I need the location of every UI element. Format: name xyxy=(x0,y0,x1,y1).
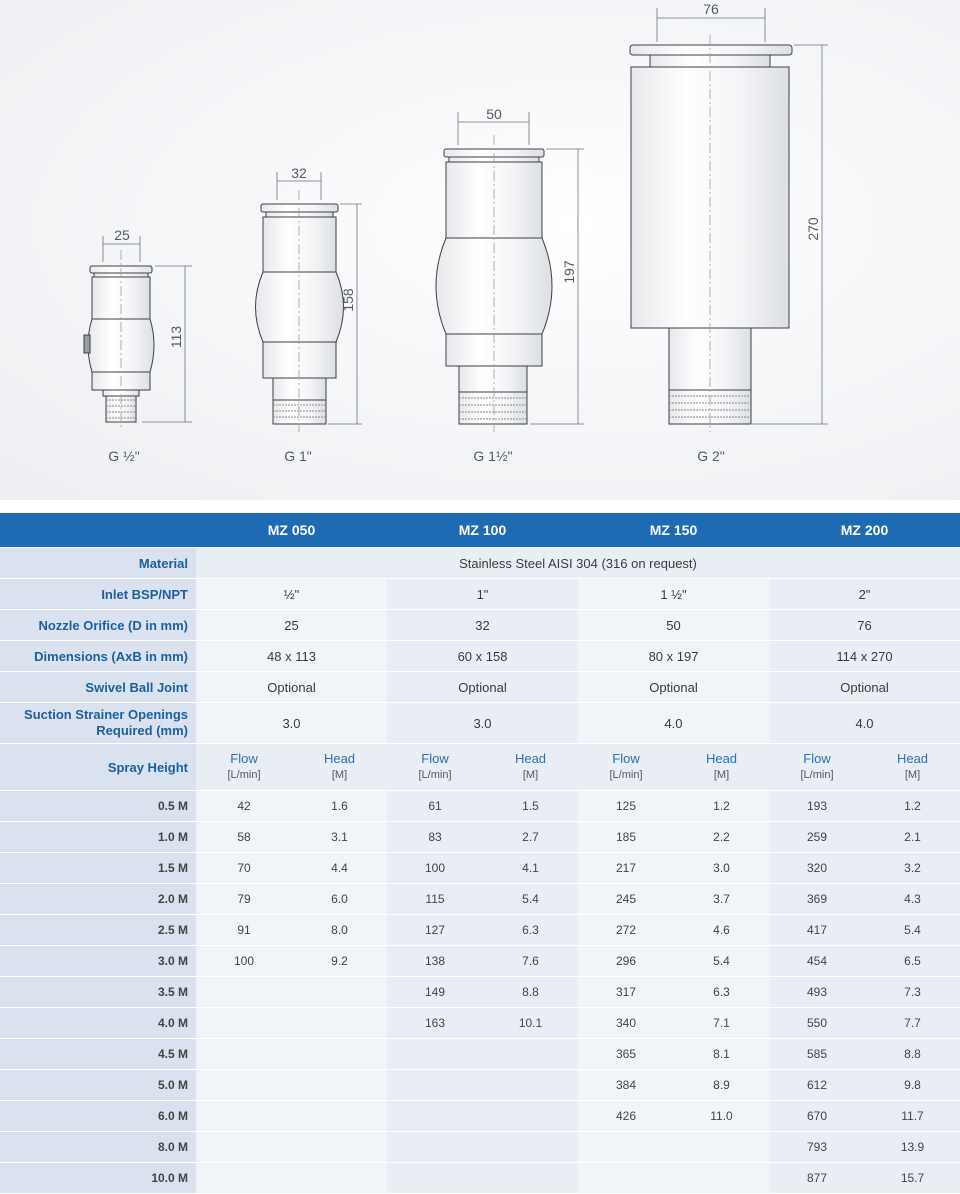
flow-cell: 245 xyxy=(578,884,674,915)
flow-cell: 61 xyxy=(387,791,483,822)
flow-cell: 793 xyxy=(769,1132,865,1163)
flow-cell: 100 xyxy=(387,853,483,884)
width-dim-3: 50 xyxy=(486,106,502,122)
flow-cell xyxy=(196,1039,292,1070)
thread-label-3: G 1½" xyxy=(473,448,513,464)
flow-cell xyxy=(196,1163,292,1194)
width-dim-4: 76 xyxy=(703,1,719,17)
flow-cell xyxy=(578,1163,674,1194)
flow-cell: 369 xyxy=(769,884,865,915)
cell: Optional xyxy=(578,672,769,703)
head-cell: 8.9 xyxy=(674,1070,769,1101)
head-cell: 4.3 xyxy=(865,884,960,915)
thread-label-1: G ½" xyxy=(108,448,140,464)
spray-height-label: 2.5 M xyxy=(0,915,196,946)
row-label: Nozzle Orifice (D in mm) xyxy=(0,610,196,641)
spray-height-label: 3.5 M xyxy=(0,977,196,1008)
head-cell: 4.4 xyxy=(292,853,387,884)
spray-height-label: 3.0 M xyxy=(0,946,196,977)
thread-label-4: G 2" xyxy=(697,448,725,464)
row-label: Dimensions (AxB in mm) xyxy=(0,641,196,672)
row-label: Material xyxy=(0,548,196,579)
head-cell: 11.0 xyxy=(674,1101,769,1132)
head-cell: 1.2 xyxy=(865,791,960,822)
flow-cell: 138 xyxy=(387,946,483,977)
flow-cell: 83 xyxy=(387,822,483,853)
head-cell: 9.2 xyxy=(292,946,387,977)
flow-cell: 550 xyxy=(769,1008,865,1039)
flow-cell: 217 xyxy=(578,853,674,884)
model-header-row xyxy=(0,513,960,548)
head-cell: 5.4 xyxy=(674,946,769,977)
head-cell: 6.3 xyxy=(483,915,578,946)
row-label-line1: Suction Strainer Openings xyxy=(24,707,188,722)
width-dim-2: 32 xyxy=(291,165,307,181)
flow-cell: 670 xyxy=(769,1101,865,1132)
table-row xyxy=(0,1132,960,1163)
head-cell: 6.3 xyxy=(674,977,769,1008)
head-cell: 7.6 xyxy=(483,946,578,977)
cell: 3.0 xyxy=(387,703,578,744)
head-cell: 1.6 xyxy=(292,791,387,822)
row-label xyxy=(0,703,196,744)
material-row xyxy=(0,548,960,579)
swivel-row xyxy=(0,672,960,703)
header-corner xyxy=(0,513,196,548)
cell: 1 ½" xyxy=(578,579,769,610)
thread-label-2: G 1" xyxy=(284,448,312,464)
head-cell: 7.3 xyxy=(865,977,960,1008)
flow-header: Flow [L/min] xyxy=(769,744,865,791)
cell: 4.0 xyxy=(769,703,960,744)
head-header: Head [M] xyxy=(483,744,578,791)
flow-cell: 384 xyxy=(578,1070,674,1101)
head-cell: 6.0 xyxy=(292,884,387,915)
flow-cell: 317 xyxy=(578,977,674,1008)
cell: 3.0 xyxy=(196,703,387,744)
cell: 60 x 158 xyxy=(387,641,578,672)
head-cell xyxy=(674,1132,769,1163)
table-row xyxy=(0,791,960,822)
flow-cell xyxy=(196,1101,292,1132)
flow-cell: 79 xyxy=(196,884,292,915)
head-cell xyxy=(292,1039,387,1070)
flow-cell xyxy=(387,1163,483,1194)
orifice-row xyxy=(0,610,960,641)
head-cell: 1.5 xyxy=(483,791,578,822)
flow-header: Flow [L/min] xyxy=(387,744,483,791)
head-cell: 3.7 xyxy=(674,884,769,915)
head-cell: 8.0 xyxy=(292,915,387,946)
spray-height-label: 5.0 M xyxy=(0,1070,196,1101)
cell: 48 x 113 xyxy=(196,641,387,672)
cell: ½" xyxy=(196,579,387,610)
row-label: Inlet BSP/NPT xyxy=(0,579,196,610)
flow-cell xyxy=(387,1039,483,1070)
head-header: Head [M] xyxy=(292,744,387,791)
flow-cell: 42 xyxy=(196,791,292,822)
nozzle-mz100 xyxy=(256,204,344,424)
height-dim-2: 158 xyxy=(340,288,356,312)
cell: 2" xyxy=(769,579,960,610)
table-row xyxy=(0,946,960,977)
cell: Optional xyxy=(387,672,578,703)
flow-cell xyxy=(387,1070,483,1101)
model-header: MZ 100 xyxy=(387,513,578,548)
cell: Optional xyxy=(769,672,960,703)
head-cell: 4.1 xyxy=(483,853,578,884)
head-cell xyxy=(292,1101,387,1132)
nozzle-mz050 xyxy=(84,266,154,422)
head-cell: 8.8 xyxy=(865,1039,960,1070)
flow-cell: 585 xyxy=(769,1039,865,1070)
flow-cell: 193 xyxy=(769,791,865,822)
flow-cell: 493 xyxy=(769,977,865,1008)
flow-cell: 127 xyxy=(387,915,483,946)
flow-cell: 100 xyxy=(196,946,292,977)
flow-cell xyxy=(196,977,292,1008)
cell: 25 xyxy=(196,610,387,641)
flow-cell: 296 xyxy=(578,946,674,977)
table-row xyxy=(0,822,960,853)
nozzle-mz200 xyxy=(630,45,792,424)
flow-cell: 340 xyxy=(578,1008,674,1039)
spray-data-rows xyxy=(0,791,960,1194)
table-row xyxy=(0,1163,960,1194)
head-cell xyxy=(292,1163,387,1194)
spray-height-label: 6.0 M xyxy=(0,1101,196,1132)
head-cell xyxy=(292,1132,387,1163)
flow-header: Flow [L/min] xyxy=(196,744,292,791)
cell: 50 xyxy=(578,610,769,641)
head-cell: 11.7 xyxy=(865,1101,960,1132)
head-cell xyxy=(483,1132,578,1163)
flow-cell: 320 xyxy=(769,853,865,884)
head-cell: 10.1 xyxy=(483,1008,578,1039)
cell: 76 xyxy=(769,610,960,641)
row-label-line2: Required (mm) xyxy=(96,723,188,738)
head-cell: 2.2 xyxy=(674,822,769,853)
strainer-row xyxy=(0,703,960,744)
head-cell: 7.1 xyxy=(674,1008,769,1039)
table-row xyxy=(0,915,960,946)
flow-cell xyxy=(196,1132,292,1163)
flow-cell: 91 xyxy=(196,915,292,946)
flow-cell xyxy=(196,1070,292,1101)
height-dim-3: 197 xyxy=(561,260,577,284)
flow-cell: 417 xyxy=(769,915,865,946)
spray-height-label: 2.0 M xyxy=(0,884,196,915)
center-lines xyxy=(121,35,710,432)
height-dim-4: 270 xyxy=(805,217,821,241)
head-cell: 13.9 xyxy=(865,1132,960,1163)
head-cell xyxy=(483,1039,578,1070)
flow-cell: 259 xyxy=(769,822,865,853)
head-cell: 8.1 xyxy=(674,1039,769,1070)
flow-cell: 185 xyxy=(578,822,674,853)
cell: Optional xyxy=(196,672,387,703)
cell: 1" xyxy=(387,579,578,610)
head-cell: 9.8 xyxy=(865,1070,960,1101)
cell: 4.0 xyxy=(578,703,769,744)
head-cell xyxy=(292,977,387,1008)
flow-cell xyxy=(578,1132,674,1163)
cell: 80 x 197 xyxy=(578,641,769,672)
table-row xyxy=(0,853,960,884)
model-header: MZ 050 xyxy=(196,513,387,548)
table-row xyxy=(0,977,960,1008)
row-label: Spray Height xyxy=(0,744,196,791)
flow-cell: 125 xyxy=(578,791,674,822)
head-cell: 5.4 xyxy=(865,915,960,946)
technical-drawing xyxy=(0,0,960,500)
head-cell xyxy=(483,1070,578,1101)
cell: 114 x 270 xyxy=(769,641,960,672)
head-cell: 5.4 xyxy=(483,884,578,915)
table-row xyxy=(0,1039,960,1070)
model-header: MZ 150 xyxy=(578,513,769,548)
flow-cell: 272 xyxy=(578,915,674,946)
spray-height-label: 0.5 M xyxy=(0,791,196,822)
row-label: Swivel Ball Joint xyxy=(0,672,196,703)
head-cell: 1.2 xyxy=(674,791,769,822)
head-header: Head [M] xyxy=(865,744,960,791)
head-cell: 4.6 xyxy=(674,915,769,946)
spray-height-label: 1.5 M xyxy=(0,853,196,884)
nozzle-drawings xyxy=(0,0,960,500)
head-cell: 3.0 xyxy=(674,853,769,884)
spray-height-label: 4.0 M xyxy=(0,1008,196,1039)
flow-header: Flow [L/min] xyxy=(578,744,674,791)
flow-cell xyxy=(196,1008,292,1039)
head-cell: 3.1 xyxy=(292,822,387,853)
head-cell: 2.1 xyxy=(865,822,960,853)
head-cell xyxy=(483,1163,578,1194)
model-header: MZ 200 xyxy=(769,513,960,548)
inlet-row xyxy=(0,579,960,610)
flow-cell: 149 xyxy=(387,977,483,1008)
cell: 32 xyxy=(387,610,578,641)
flow-cell xyxy=(387,1101,483,1132)
head-cell: 2.7 xyxy=(483,822,578,853)
material-value: Stainless Steel AISI 304 (316 on request) xyxy=(196,548,960,579)
flow-cell: 115 xyxy=(387,884,483,915)
head-header: Head [M] xyxy=(674,744,769,791)
flow-cell: 163 xyxy=(387,1008,483,1039)
head-cell: 3.2 xyxy=(865,853,960,884)
head-cell xyxy=(674,1163,769,1194)
head-cell xyxy=(292,1070,387,1101)
head-cell: 7.7 xyxy=(865,1008,960,1039)
flow-cell: 426 xyxy=(578,1101,674,1132)
table-row xyxy=(0,1101,960,1132)
flow-cell: 454 xyxy=(769,946,865,977)
flow-cell: 70 xyxy=(196,853,292,884)
spray-header-row xyxy=(0,744,960,791)
spray-height-label: 4.5 M xyxy=(0,1039,196,1070)
head-cell xyxy=(292,1008,387,1039)
head-cell: 8.8 xyxy=(483,977,578,1008)
height-dim-1: 113 xyxy=(168,325,184,349)
dimensions-row xyxy=(0,641,960,672)
flow-cell: 58 xyxy=(196,822,292,853)
spray-height-label: 1.0 M xyxy=(0,822,196,853)
flow-cell: 877 xyxy=(769,1163,865,1194)
table-row xyxy=(0,1070,960,1101)
flow-cell: 612 xyxy=(769,1070,865,1101)
head-cell xyxy=(483,1101,578,1132)
spray-height-label: 10.0 M xyxy=(0,1163,196,1194)
table-row xyxy=(0,884,960,915)
table-row xyxy=(0,1008,960,1039)
flow-cell: 365 xyxy=(578,1039,674,1070)
width-dim-1: 25 xyxy=(114,227,130,243)
spec-table xyxy=(0,513,960,1194)
flow-cell xyxy=(387,1132,483,1163)
head-cell: 15.7 xyxy=(865,1163,960,1194)
head-cell: 6.5 xyxy=(865,946,960,977)
spray-height-label: 8.0 M xyxy=(0,1132,196,1163)
